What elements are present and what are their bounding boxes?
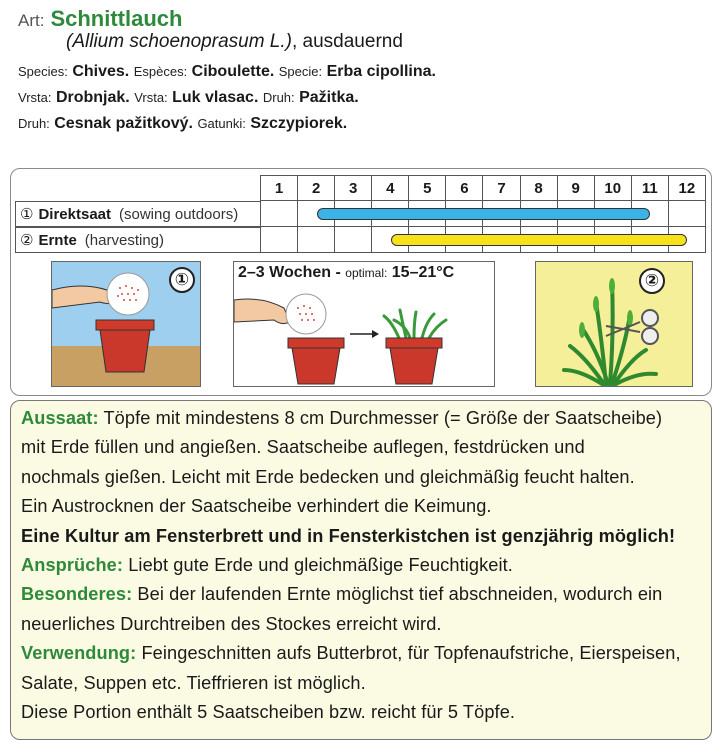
latin-name: (Allium schoenoprasum L.) — [66, 31, 292, 52]
calendar-panel — [10, 168, 712, 396]
period-bar — [391, 234, 688, 246]
plant-name: Schnittlauch — [50, 6, 183, 31]
calendar-cell — [298, 227, 335, 253]
calendar-row-harvest — [15, 227, 707, 253]
calendar-row-sowing — [15, 201, 707, 227]
month-cell: 2 — [298, 175, 335, 201]
sowing-illustration — [51, 261, 201, 387]
aussaat-line — [21, 404, 701, 433]
month-cell: 12 — [669, 175, 706, 201]
row-number: ② — [20, 232, 34, 249]
row-title: Ernte — [38, 231, 77, 249]
step-badge: ② — [639, 268, 665, 294]
species-label: Druh: — [262, 90, 295, 105]
art-label: Art: — [18, 11, 45, 30]
calendar-cell — [669, 201, 706, 227]
month-cell: 9 — [558, 175, 595, 201]
aussaat-text: Töpfe mit mindestens 8 cm Durchmesser (= Größe der Saatscheibe) — [98, 408, 663, 428]
species-label: Species: — [18, 64, 68, 79]
row-subtitle: (harvesting) — [84, 231, 164, 249]
month-cell: 4 — [372, 175, 409, 201]
ansprueche-line — [21, 551, 701, 580]
calendar-cell — [261, 227, 298, 253]
aussaat-line: Ein Austrocknen der Saatscheibe verhindert die Keimung. — [21, 496, 492, 517]
latin-suffix: , ausdauernd — [291, 31, 403, 52]
species-label: Vrsta: — [18, 90, 52, 105]
portion-line: Diese Portion enthält 5 Saatscheiben bzw. reicht für 5 Töpfe. — [21, 702, 516, 723]
verwendung-label: Verwendung: — [21, 643, 137, 664]
species-value: Chives. — [72, 63, 130, 80]
germination-illustration — [233, 261, 495, 387]
species-value: Cesnak pažitkový. — [54, 115, 193, 132]
besonderes-text: Bei der laufenden Ernte möglichst tief abschneiden, wodurch ein — [132, 584, 663, 605]
month-cell: 1 — [261, 175, 298, 201]
temperature-text: 15–21°C — [391, 264, 455, 281]
month-cell: 5 — [409, 175, 446, 201]
row-subtitle: (sowing outdoors) — [119, 205, 239, 223]
sowing-calendar — [15, 175, 707, 253]
step-badge: ① — [169, 267, 195, 293]
species-line — [18, 111, 708, 137]
verwendung-line: Salate, Suppen etc. Tieffrieren ist möglich. — [21, 672, 366, 693]
species-label: Gatunki: — [197, 116, 246, 131]
species-label: Vrsta: — [134, 90, 168, 105]
row-label — [15, 227, 260, 253]
besonderes-line: neuerliches Durchtreiben des Stockes erreicht wird. — [21, 613, 442, 634]
besonderes-line — [21, 580, 701, 609]
verwendung-text: Feingeschnitten aufs Butterbrot, für Topfenaufstriche, Eierspeisen, — [136, 643, 681, 664]
month-header-row — [15, 175, 707, 201]
ansprueche-text: Liebt gute Erde und gleichmäßige Feuchtigkeit. — [123, 555, 513, 576]
besonderes-label: Besonderes: — [21, 584, 133, 605]
species-value: Erba cipollina. — [326, 63, 436, 80]
optimal-label: optimal: — [345, 266, 388, 280]
species-value: Szczypiorek. — [250, 115, 348, 132]
title-line — [18, 6, 708, 32]
row-number: ① — [20, 206, 34, 223]
species-line — [18, 59, 708, 85]
species-line — [18, 85, 708, 111]
species-label: Espèces: — [133, 64, 188, 79]
germination-text — [238, 264, 454, 282]
month-cell: 3 — [335, 175, 372, 201]
month-cell: 6 — [446, 175, 483, 201]
species-value: Pažitka. — [299, 89, 359, 106]
month-cell: 7 — [483, 175, 520, 201]
species-list — [18, 59, 708, 137]
row-label — [15, 201, 260, 227]
month-cell: 10 — [595, 175, 632, 201]
species-value: Drobnjak. — [55, 89, 130, 106]
month-cell: 11 — [632, 175, 669, 201]
species-label: Specie: — [278, 64, 323, 79]
aussaat-line: mit Erde füllen und angießen. Saatscheibe auflegen, festdrücken und — [21, 437, 585, 458]
aussaat-line: nochmals gießen. Leicht mit Erde bedecken und gleichmäßig feucht halten. — [21, 466, 635, 487]
ansprueche-label: Ansprüche: — [21, 555, 124, 576]
calendar-cell — [261, 201, 298, 227]
weeks-text: 2–3 Wochen - — [238, 264, 341, 281]
latin-line — [66, 31, 708, 53]
period-bar — [317, 208, 651, 220]
aussaat-label: Aussaat: — [21, 408, 99, 428]
harvest-illustration — [535, 261, 693, 387]
harvest-drawing — [536, 262, 693, 387]
verwendung-line — [21, 639, 701, 668]
calendar-cell — [335, 227, 372, 253]
instructions-box — [10, 400, 712, 740]
row-title: Direktsaat — [38, 205, 111, 223]
row-grid — [260, 227, 706, 253]
species-label: Druh: — [18, 116, 50, 131]
bold-note: Eine Kultur am Fensterbrett und in Fensterkistchen ist genzjährig möglich! — [21, 525, 676, 546]
row-grid — [260, 201, 706, 227]
month-cell: 8 — [521, 175, 558, 201]
header — [18, 6, 708, 137]
species-value: Luk vlasac. — [172, 89, 259, 106]
month-grid — [260, 175, 706, 201]
species-value: Ciboulette. — [191, 63, 275, 80]
